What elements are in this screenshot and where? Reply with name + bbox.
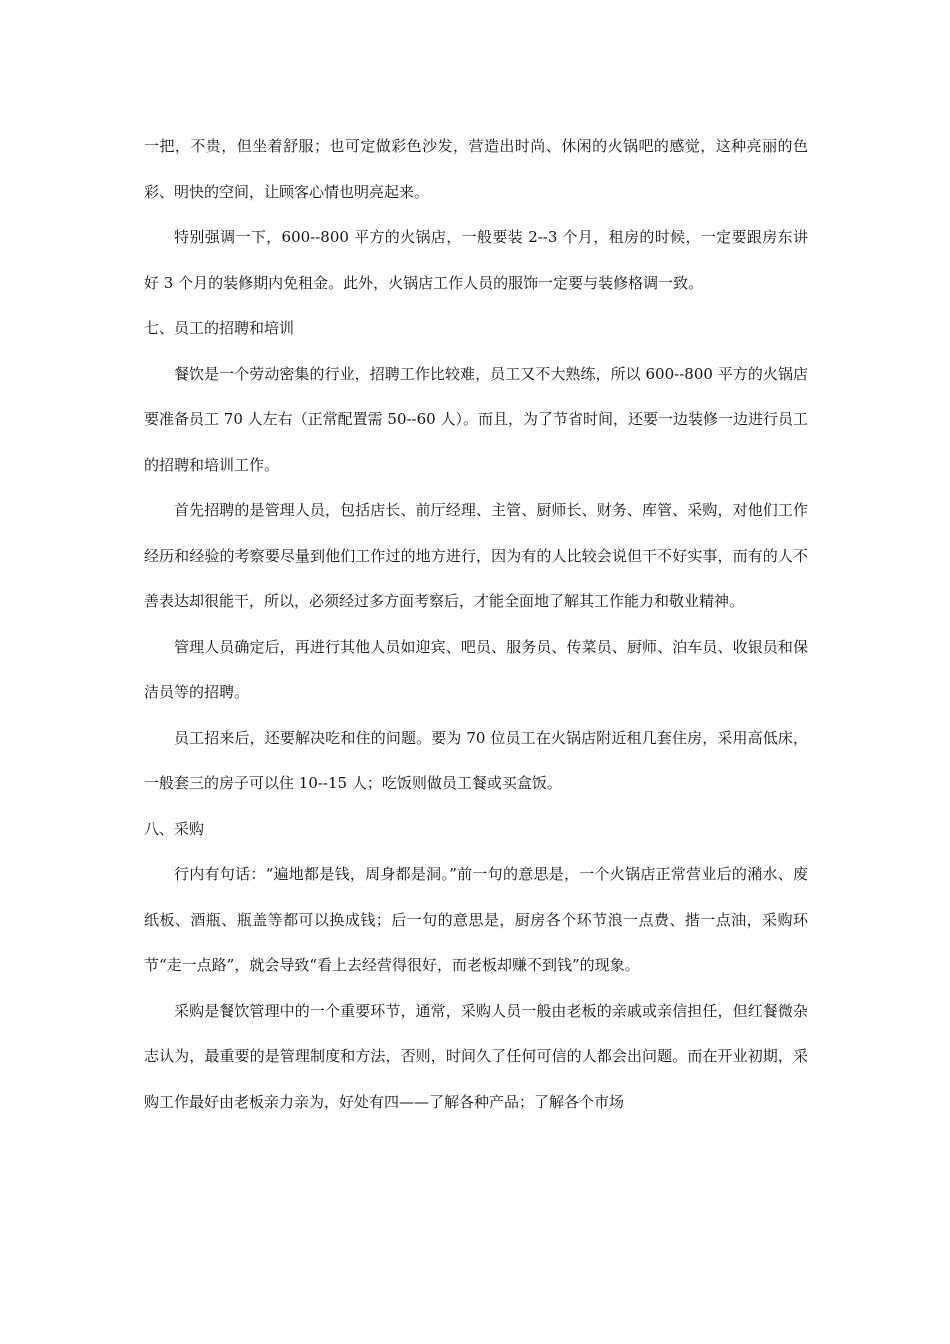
paragraph-industry-saying: 行内有句话：“遍地都是钱，周身都是洞。”前一句的意思是，一个火锅店正常营业后的潲水、废纸板、酒瓶、瓶盖等都可以换成钱；后一句的意思是，厨房各个环节浪一点费、揩一点油，采购环节“走一点路”，就会导致“看上去经营得很好，而老板却赚不到钱”的现象。 bbox=[144, 865, 808, 974]
paragraph-labor-intensive: 餐饮是一个劳动密集的行业，招聘工作比较难，员工又不大熟练，所以 600--800 平方的火锅店要准备员工 70 人左右（正常配置需 50--60 人）。而且，为了节省时间，还要一边装修一边进行员工的招聘和培训工作。 bbox=[144, 364, 809, 474]
paragraph-other-staff-hiring: 管理人员确定后，再进行其他人员如迎宾、吧员、服务员、传菜员、厨师、泊车员、收银员和保洁员等的招聘。 bbox=[144, 637, 808, 701]
section-heading-purchasing: 八、采购 bbox=[144, 819, 205, 838]
paragraph-renovation-period: 特别强调一下，600--800 平方的火锅店，一般要装 2--3 个月，租房的时候，一定要跟房东讲好 3 个月的装修期内免租金。此外，火锅店工作人员的服饰一定要与装修格调一致。 bbox=[144, 228, 808, 292]
section-heading-staff-recruitment: 七、员工的招聘和培训 bbox=[144, 319, 295, 337]
paragraph-food-and-housing: 员工招来后，还要解决吃和住的问题。要为 70 位员工在火锅店附近租几套住房，采用高低床，一般套三的房子可以住 10--15 人；吃饭则做员工餐或买盒饭。 bbox=[144, 728, 808, 792]
paragraph-management-hiring: 首先招聘的是管理人员，包括店长、前厅经理、主管、厨师长、财务、库管、采购，对他们工作经历和经验的考察要尽量到他们工作过的地方进行，因为有的人比较会说但干不好实事，而有的人不善表达却很能干，所以，必须经过多方面考察后，才能全面地了解其工作能力和敬业精神。 bbox=[144, 501, 808, 610]
paragraph-purchasing-management: 采购是餐饮管理中的一个重要环节，通常，采购人员一般由老板的亲戚或亲信担任，但红餐微杂志认为，最重要的是管理制度和方法，否则，时间久了任何可信的人都会出问题。而在开业初期，采购工作最好由老板亲力亲为，好处有四——了解各种产品；了解各个市场 bbox=[144, 1001, 808, 1111]
document-body bbox=[144, 124, 808, 1125]
paragraph-continuation: 一把，不贵，但坐着舒服；也可定做彩色沙发，营造出时尚、休闲的火锅吧的感觉，这种亮丽的色彩、明快的空间，让顾客心情也明亮起来。 bbox=[144, 137, 808, 201]
